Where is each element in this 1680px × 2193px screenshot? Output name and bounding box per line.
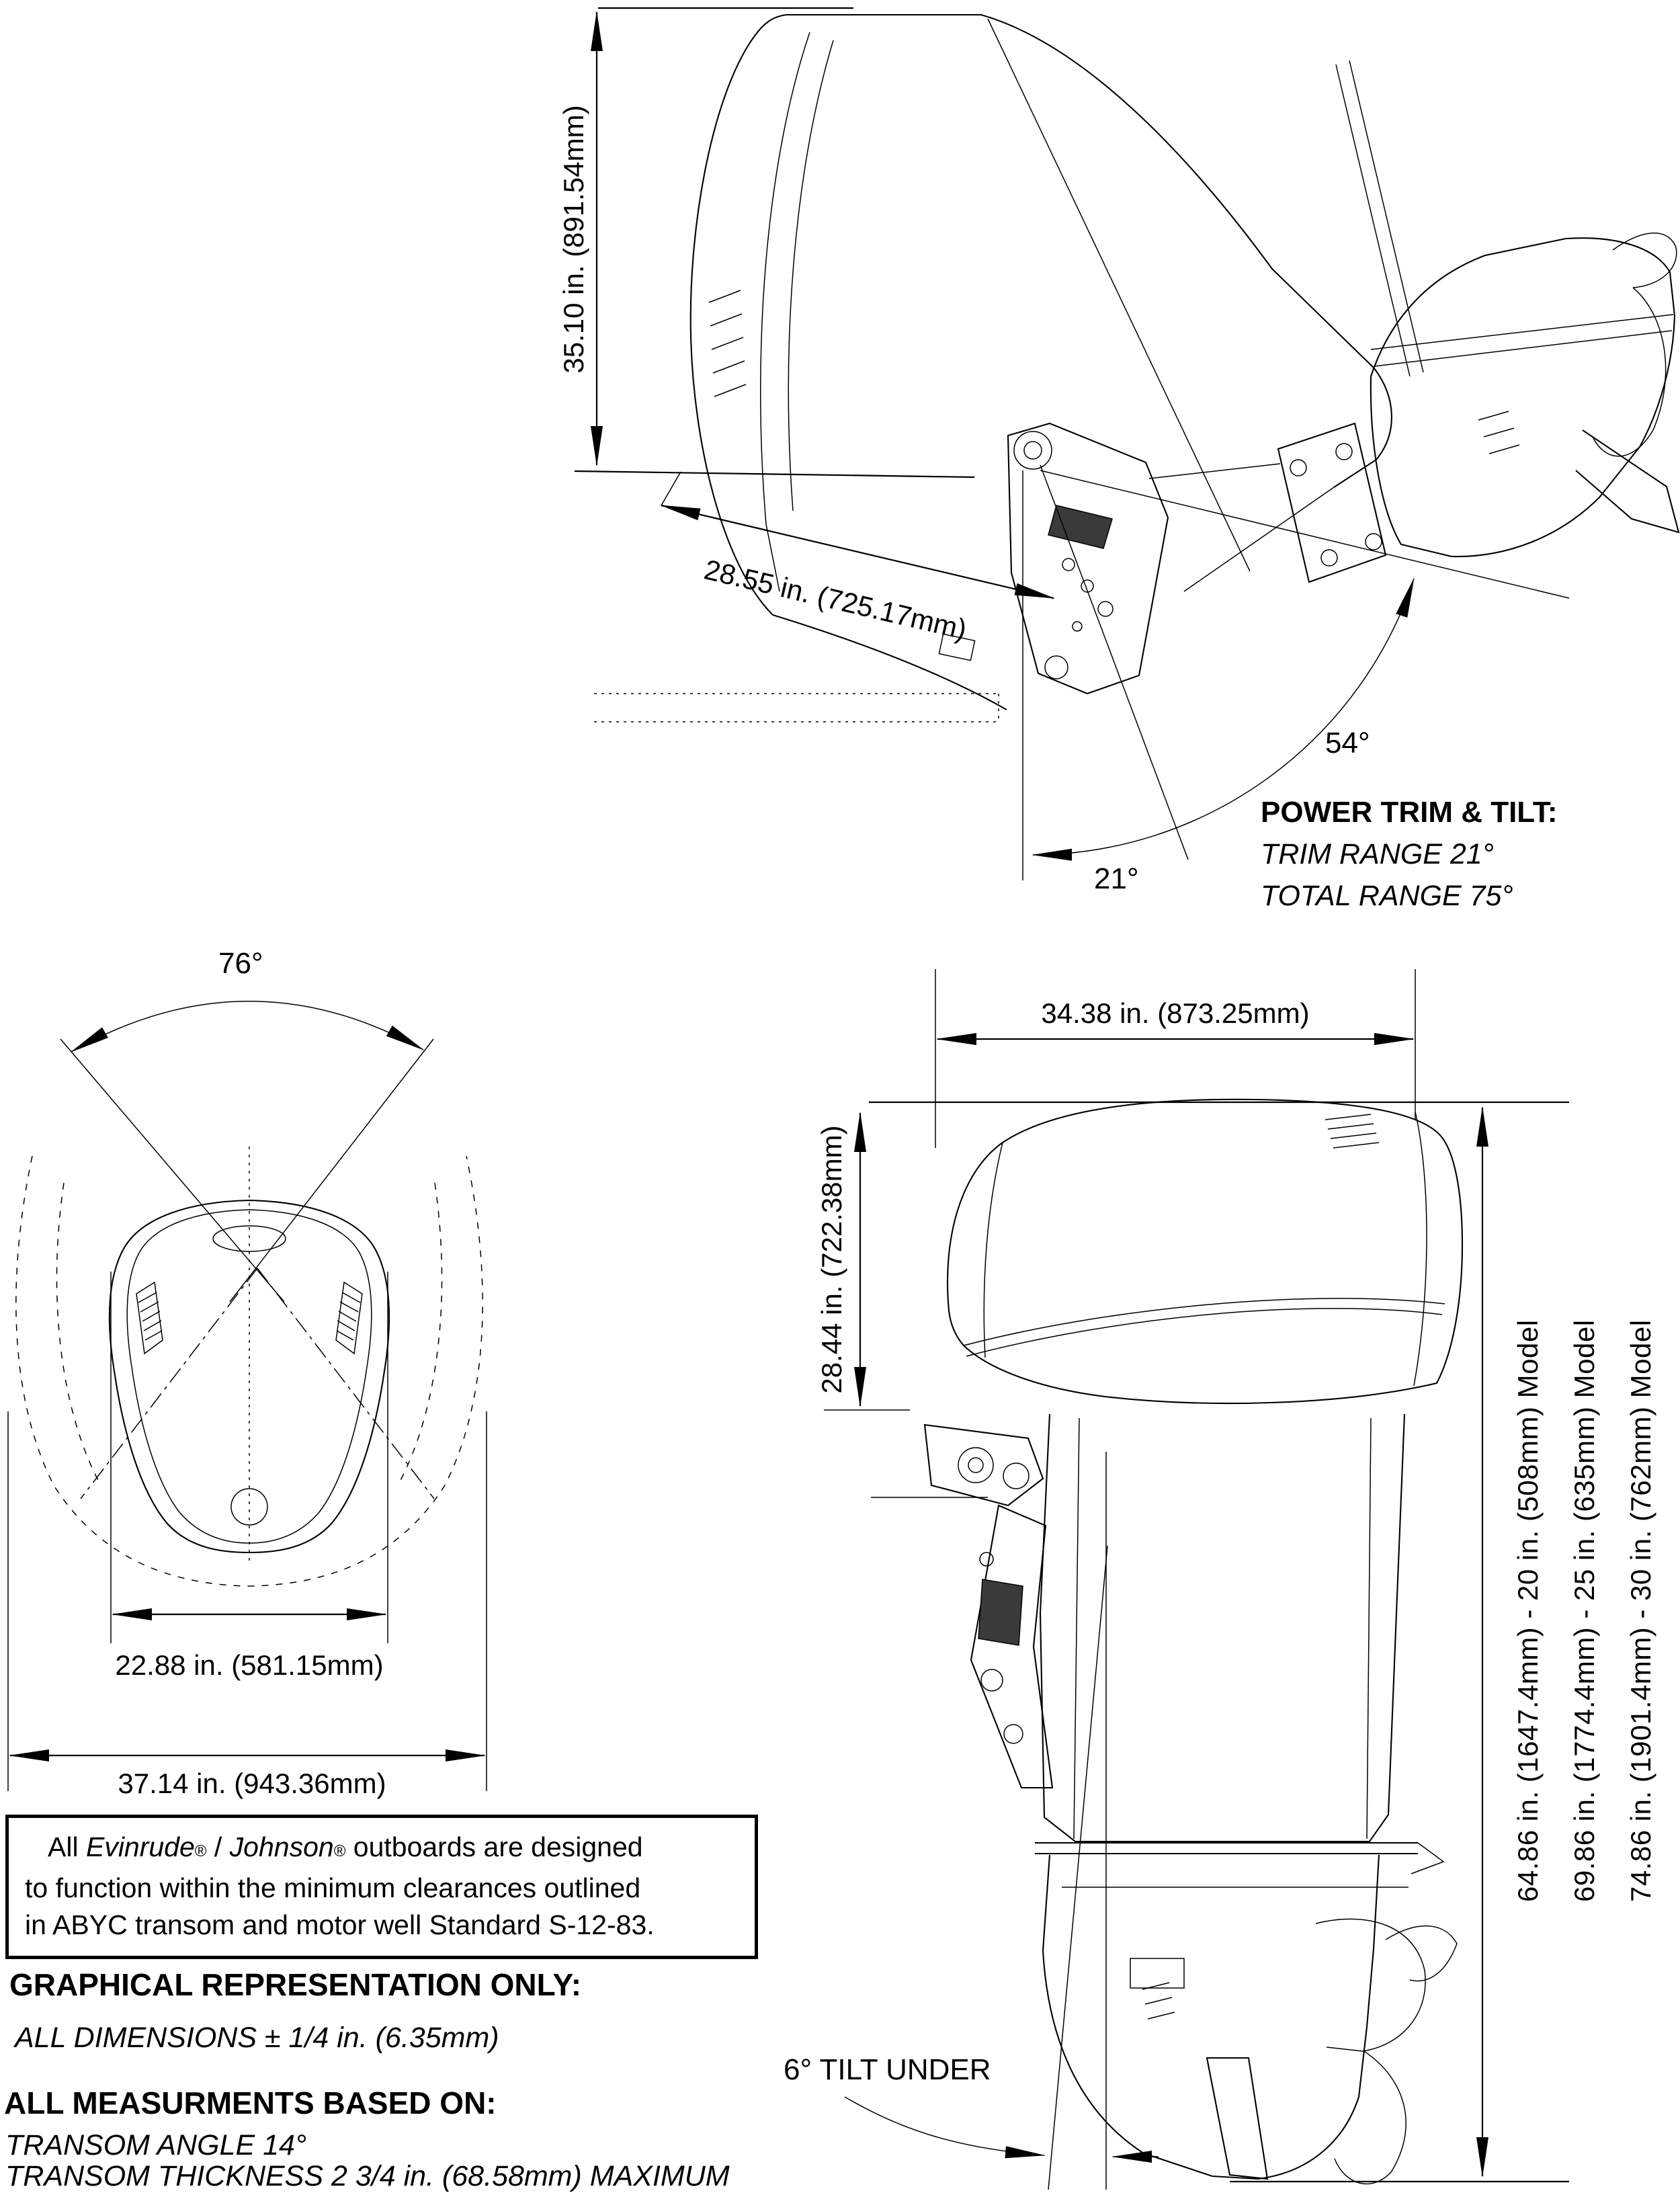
propeller-blade-lower (1335, 2051, 1406, 2184)
cowl-vent-left (136, 1282, 163, 1354)
anti-ventilation-plate-side (1035, 1843, 1418, 1854)
propeller-cone (1613, 233, 1677, 288)
dimension-cowl-height (816, 1113, 910, 1410)
dim-label-28-55: 28.55 in. (725.17mm) (701, 553, 970, 646)
notice-line-2: to function within the minimum clearances outlined (25, 1872, 641, 1903)
dim-label-34-38: 34.38 in. (873.25mm) (1041, 997, 1310, 1029)
cowl-front-seam (761, 32, 810, 591)
gearcase-tilted (1336, 60, 1679, 556)
dimension-height-tilted (558, 8, 974, 477)
dimension-transom-length (661, 472, 1054, 645)
cowl-outline (691, 15, 1392, 615)
dim-label-28-44: 28.44 in. (722.38mm) (816, 1125, 847, 1394)
water-intake-slots (1478, 411, 1519, 454)
cowl-rear-seam (988, 19, 1250, 571)
note-dimensions-tolerance: ALL DIMENSIONS ± 1/4 in. (6.35mm) (15, 2022, 499, 2054)
gearcase-body (1371, 238, 1675, 556)
propeller-blade (1593, 288, 1666, 456)
bracket-hatch (978, 1579, 1023, 1645)
dimension-overall-depth (935, 969, 1415, 1148)
model-height-20in: 64.86 in. (1647.4mm) - 20 in. (508mm) Model (1512, 1319, 1544, 1902)
gearcase-side-view (1035, 1843, 1457, 2184)
cowl-top-vents (1325, 1114, 1379, 1148)
transom-bracket-plate (1149, 423, 1386, 582)
transom-dotted-outline (594, 694, 999, 722)
propeller-blade-upper (1386, 1926, 1457, 1981)
angle-label-76: 76° (218, 947, 263, 980)
angle-label-54: 54° (1325, 727, 1370, 759)
tilt-under-annotation (784, 1452, 1159, 2190)
angle-label-21: 21° (1094, 862, 1139, 895)
steering-view-drawing (8, 947, 487, 1799)
abyc-notice-box (5, 1815, 758, 1959)
stern-bracket (1008, 423, 1168, 694)
midsection (1040, 1414, 1404, 1842)
side-view-drawing (784, 969, 1656, 2190)
label-tilt-under: 6° TILT UNDER (784, 2053, 991, 2086)
steering-angle-annotation (60, 947, 433, 1302)
skeg-side (1207, 2058, 1267, 2179)
cowl-vent-right (336, 1282, 362, 1354)
note-measurements-header: ALL MEASURMENTS BASED ON: (4, 2085, 497, 2120)
cowl-rear-lower-edge (1184, 487, 1334, 591)
cowl-side-view (948, 1100, 1462, 1403)
tilt-tube (1014, 431, 1052, 469)
ptt-total-range: TOTAL RANGE 75° (1261, 880, 1513, 912)
note-transom-angle: TRANSOM ANGLE 14° (5, 2129, 307, 2161)
cowl-inner-seam (788, 40, 833, 511)
ptt-title: POWER TRIM & TILT: (1261, 796, 1558, 829)
cowl-vent-slots (709, 290, 746, 397)
notice-line-1: All Evinrude® / Johnson® outboards are designed (48, 1831, 643, 1862)
anode (1130, 1958, 1184, 1988)
dim-label-37-14: 37.14 in. (943.36mm) (118, 1768, 386, 1799)
cowl-bottom-edge (773, 615, 1007, 710)
dimension-overall-height (1482, 1108, 1656, 2176)
note-transom-thickness: TRANSOM THICKNESS 2 3/4 in. (68.58mm) MAXIMUM (5, 2160, 730, 2192)
tilted-view-drawing (558, 8, 1679, 895)
cowl-top-view (110, 1147, 389, 1561)
notice-line-3: in ABYC transom and motor well Standard S-12-83. (25, 1909, 655, 1940)
model-height-30in: 74.86 in. (1901.4mm) - 30 in. (762mm) Model (1625, 1319, 1656, 1902)
dim-label-35-10: 35.10 in. (891.54mm) (558, 105, 589, 374)
power-trim-tilt-block (1261, 792, 1558, 917)
note-graphical-header: GRAPHICAL REPRESENTATION ONLY: (9, 1967, 582, 2002)
ptt-trim-range: TRIM RANGE 21° (1261, 838, 1494, 870)
clamp-bracket (871, 1425, 1052, 1788)
skeg (1576, 430, 1679, 532)
dimension-swing-width (8, 1411, 487, 1799)
dim-label-22-88: 22.88 in. (581.15mm) (115, 1649, 384, 1681)
bracket-rail (1336, 60, 1423, 376)
model-height-25in: 69.86 in. (1774.4mm) - 25 in. (635mm) Model (1568, 1319, 1600, 1902)
